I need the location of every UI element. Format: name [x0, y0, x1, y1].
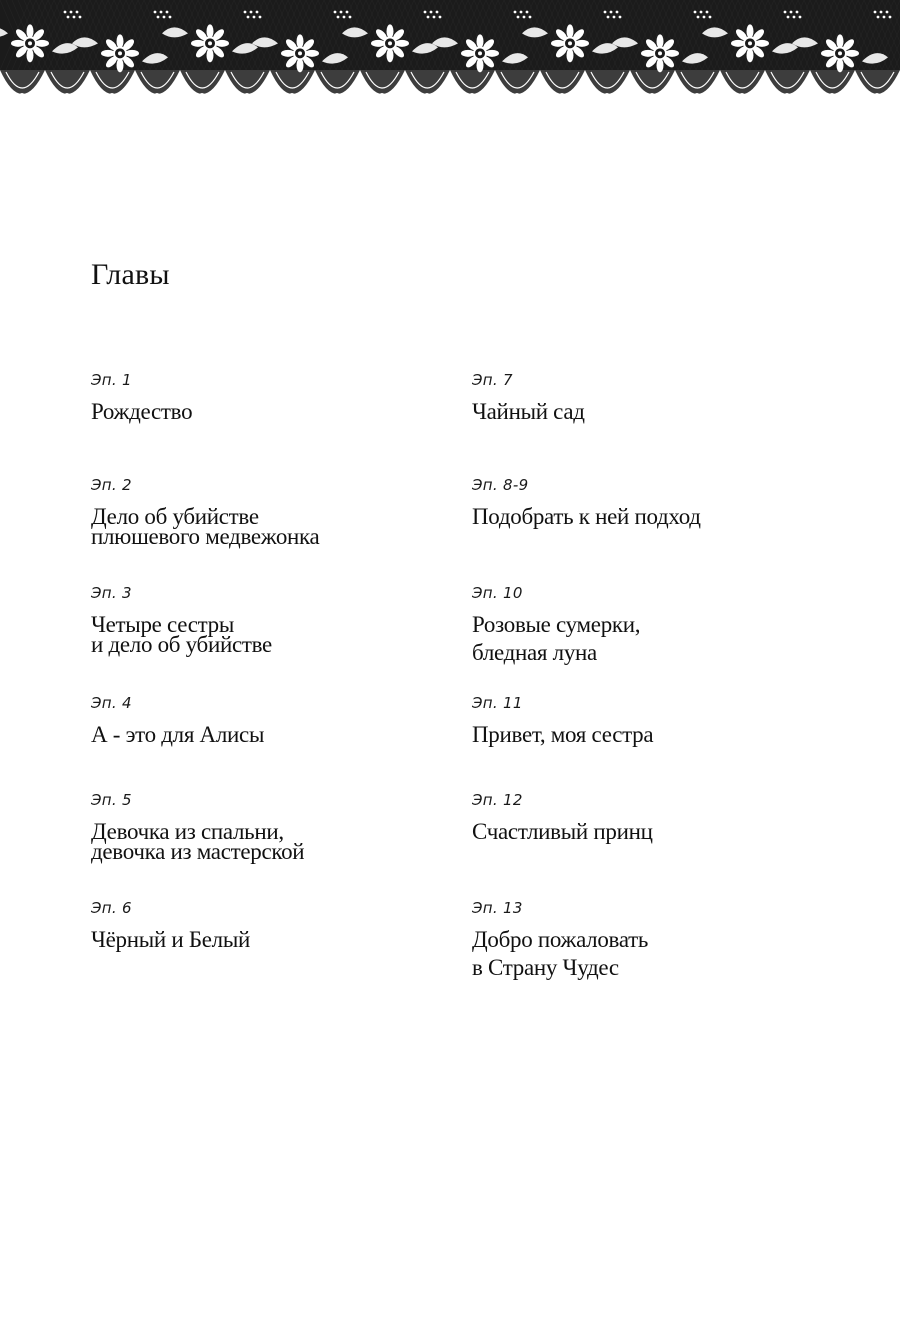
- chapter-11: [472, 693, 653, 745]
- chapter-title: Привет, моя сестра: [472, 722, 654, 747]
- chapter-title: А - это для Алисы: [91, 722, 265, 747]
- chapter-title-line-2: девочка из мастерской: [91, 839, 305, 864]
- chapter-4: [91, 693, 264, 745]
- chapter-5: [91, 790, 304, 862]
- chapter-12: [472, 790, 653, 842]
- chapter-10: [472, 583, 640, 667]
- chapter-7: [472, 370, 585, 422]
- chapter-title-line-1: Дело об убийстве: [91, 504, 259, 529]
- page-title: Главы: [91, 258, 170, 291]
- chapter-title-line-1: Розовые сумерки,: [472, 612, 641, 637]
- chapter-6: [91, 898, 250, 950]
- episode-label: Эп. 10: [472, 584, 523, 602]
- chapter-title-line-1: Четыре сестры: [91, 612, 234, 637]
- chapter-title: Рождество: [91, 399, 193, 424]
- chapter-title: Подобрать к ней подход: [472, 504, 701, 529]
- chapter-1: [91, 370, 192, 422]
- chapter-title-line-2: плюшевого медвежонка: [91, 524, 320, 549]
- chapter-2: [91, 475, 319, 547]
- lace-pattern-icon: [0, 0, 900, 118]
- episode-label: Эп. 7: [472, 371, 513, 389]
- chapter-title-line-1: Добро пожаловать: [472, 927, 649, 952]
- episode-label: Эп. 5: [91, 791, 132, 809]
- chapter-3: [91, 583, 272, 655]
- episode-label: Эп. 1: [91, 371, 132, 389]
- chapter-title: Чёрный и Белый: [91, 927, 250, 952]
- chapter-title-line-2: бледная луна: [472, 640, 597, 665]
- chapter-title-line-2: в Страну Чудес: [472, 955, 619, 980]
- episode-label: Эп. 11: [472, 694, 523, 712]
- episode-label: Эп. 13: [472, 899, 523, 917]
- lace-border-decoration: [0, 0, 900, 118]
- chapter-title: Чайный сад: [472, 399, 585, 424]
- chapter-title: Счастливый принц: [472, 819, 653, 844]
- chapter-title-line-1: Девочка из спальни,: [91, 819, 284, 844]
- episode-label: Эп. 2: [91, 476, 132, 494]
- episode-label: Эп. 4: [91, 694, 132, 712]
- chapter-13: [472, 898, 648, 982]
- episode-label: Эп. 12: [472, 791, 523, 809]
- chapter-8-9: [472, 475, 701, 527]
- chapter-title-line-2: и дело об убийстве: [91, 632, 272, 657]
- episode-label: Эп. 6: [91, 899, 132, 917]
- episode-label: Эп. 3: [91, 584, 132, 602]
- episode-label: Эп. 8-9: [472, 476, 529, 494]
